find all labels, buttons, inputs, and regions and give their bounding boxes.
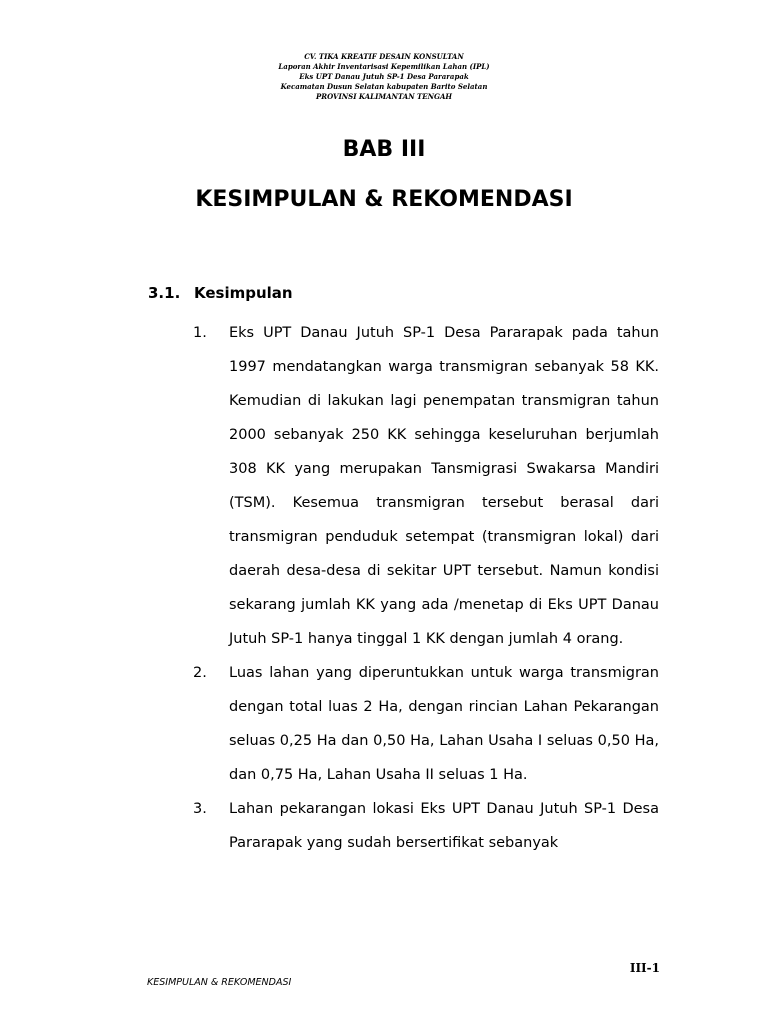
header-province: PROVINSI KALIMANTAN TENGAH — [316, 92, 452, 101]
list-item — [193, 792, 659, 860]
conclusion-list — [193, 316, 659, 860]
list-item-number: 3. — [193, 801, 207, 817]
chapter-title: KESIMPULAN & REKOMENDASI — [195, 187, 573, 212]
document-header — [0, 52, 768, 102]
list-item — [193, 316, 659, 656]
chapter-heading: BAB III — [342, 137, 426, 162]
list-item-text: Luas lahan yang diperuntukkan untuk warga transmigran dengan total luas 2 Ha, dengan rincian Lahan Pekarangan seluas 0,25 Ha dan 0,50 Ha, Lahan Usaha I seluas 0,50 Ha, dan 0,75 Ha, Lahan Usaha II seluas 1 Ha. — [229, 665, 659, 783]
section-title: Kesimpulan — [194, 284, 293, 302]
section-number: 3.1. — [148, 284, 181, 302]
header-company: CV. TIKA KREATIF DESAIN KONSULTAN — [304, 52, 464, 61]
header-location: Eks UPT Danau Jutuh SP-1 Desa Pararapak — [299, 72, 469, 81]
page-footer: KESIMPULAN & REKOMENDASI — [147, 977, 292, 988]
list-item-number: 1. — [193, 325, 207, 341]
section-heading — [148, 284, 293, 302]
list-item — [193, 656, 659, 792]
list-item-text: Eks UPT Danau Jutuh SP-1 Desa Pararapak pada tahun 1997 mendatangkan warga transmigran sebanyak 58 KK. Kemudian di lakukan lagi penempatan transmigran tahun 2000 sebanyak 250 KK sehingga keseluruhan berjumlah 308 KK yang merupakan Tansmigrasi Swakarsa Mandiri (TSM). Kesemua transmigran tersebut berasal dari transmigran penduduk setempat (transmigran lokal) dari daerah desa-desa di sekitar UPT tersebut. Namun kondisi sekarang jumlah KK yang ada /menetap di Eks UPT Danau Jutuh SP-1 hanya tinggal 1 KK dengan jumlah 4 orang. — [229, 325, 659, 647]
header-district: Kecamatan Dusun Selatan kabupaten Barito Selatan — [280, 82, 488, 91]
page-number: III-1 — [629, 961, 660, 975]
header-report-title: Laporan Akhir Inventarisasi Kepemilikan Lahan (IPL) — [278, 62, 490, 71]
list-item-text: Lahan pekarangan lokasi Eks UPT Danau Jutuh SP-1 Desa Pararapak yang sudah bersertifikat sebanyak — [229, 801, 659, 851]
list-item-number: 2. — [193, 665, 207, 681]
